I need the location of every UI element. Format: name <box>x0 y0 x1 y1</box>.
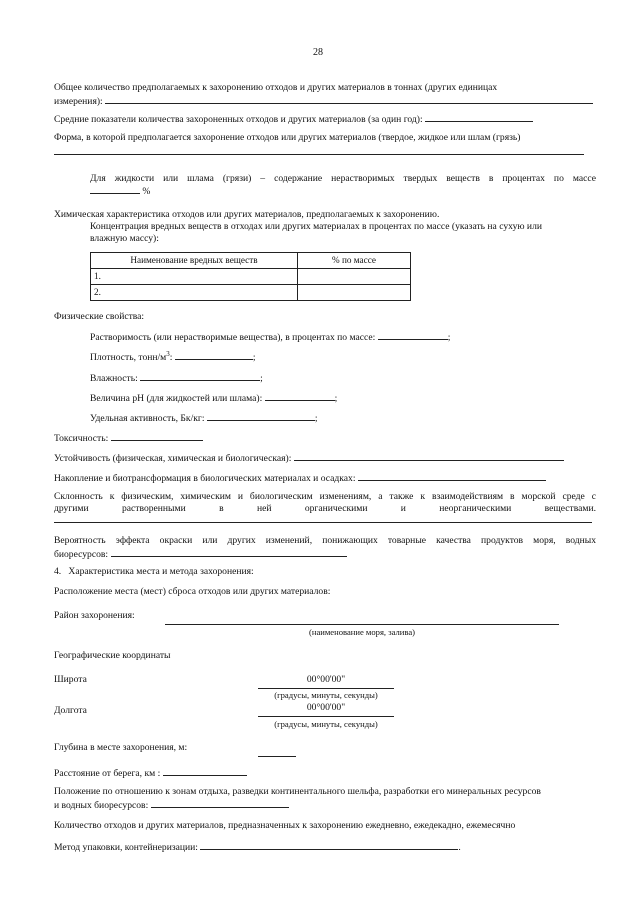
area-label: Район захоронения: <box>54 610 135 621</box>
harmful-substances-table <box>90 252 411 301</box>
activity-field[interactable] <box>207 411 315 421</box>
probability-row: биоресурсов: <box>54 547 347 561</box>
tendency-field[interactable] <box>54 522 592 523</box>
area-field[interactable] <box>165 624 559 625</box>
accumulation-field[interactable] <box>358 471 546 481</box>
position-label: Положение по отношению к зонам отдыха, разведки континентального шельфа, разработки его минеральных ресурсов <box>54 786 541 797</box>
geo-coordinates-label: Географические координаты <box>54 650 171 661</box>
table-row <box>91 285 411 301</box>
longitude-field[interactable] <box>258 716 394 717</box>
packing-row: Метод упаковки, контейнеризации: . <box>54 842 461 853</box>
liquids-sludge-row: % <box>90 184 150 198</box>
table-cell[interactable] <box>298 285 411 301</box>
distance-field[interactable] <box>163 766 247 776</box>
total-amount-field[interactable] <box>105 94 593 104</box>
depth-field[interactable] <box>258 756 296 757</box>
tendency-label: Склонность к физическим, химическим и биологическим изменениям, а также к взаимодействиям в морской среде с <box>54 491 596 502</box>
solubility-field[interactable] <box>378 330 448 340</box>
position-row: и водных биоресурсов: <box>54 798 289 812</box>
density-row: Плотность, тонн/$м^3$: ; <box>90 350 256 364</box>
total-amount-label-2: измерения): <box>54 94 593 108</box>
form-of-disposal-label: Форма, в которой предполагается захоронение отходов или других материалов (твердое, жидкое или шлам (грязь) <box>54 132 521 143</box>
ph-row: Величина рН (для жидкостей или шлама): ; <box>90 393 338 404</box>
toxicity-field[interactable] <box>111 431 203 441</box>
physical-title: Физические свойства: <box>54 311 145 322</box>
quantity-label: Количество отходов и других материалов, предназначенных к захоронению ежедневно, ежедекадно, ежемесячно <box>54 820 516 831</box>
concentration-label-2: влажную массу): <box>90 233 159 244</box>
page-number: 28 <box>313 47 323 58</box>
table-row <box>91 269 411 285</box>
latitude-field[interactable] <box>258 688 394 689</box>
column-header: % по массе <box>298 253 411 269</box>
probability-field[interactable] <box>111 547 347 557</box>
table-header-row <box>91 253 411 269</box>
longitude-value[interactable]: 00°00'00" <box>306 702 346 713</box>
table-cell[interactable]: 2. <box>91 285 298 301</box>
concentration-label: Концентрация вредных веществ в отходах или других материалах в процентах по массе (указать на сухую или <box>90 221 542 232</box>
probability-label: Вероятность эффекта окраски или других изменений, понижающих товарные качества продуктов моря, водных <box>54 535 596 546</box>
liquids-sludge-label: Для жидкости или шлама (грязи) – содержание нерастворимых твердых веществ в процентах по массе <box>90 173 596 184</box>
table-cell[interactable] <box>298 269 411 285</box>
form-of-disposal-field[interactable] <box>54 154 584 155</box>
activity-row: Удельная активность, Бк/кг: ; <box>90 413 318 424</box>
ph-field[interactable] <box>265 391 335 401</box>
average-amount-field[interactable] <box>425 112 533 122</box>
solubility-row: Растворимость (или нерастворимые вещества), в процентах по массе: ; <box>90 332 451 343</box>
depth-row: Глубина в месте захоронения, м: <box>54 742 188 753</box>
stability-field[interactable] <box>294 451 564 461</box>
latitude-value[interactable]: 00°00'00" <box>306 674 346 685</box>
humidity-field[interactable] <box>140 371 260 381</box>
section-4-title: 4. Характеристика места и метода захоронения: <box>54 566 254 577</box>
tendency-label-2: другими растворенными в ней органическими и неорганическими веществами. <box>54 503 596 514</box>
area-caption: (наименование моря, залива) <box>308 627 416 637</box>
latitude-label: Широта <box>54 674 87 685</box>
latitude-caption: (градусы, минуты, секунды) <box>274 690 378 700</box>
packing-field[interactable] <box>200 840 458 850</box>
accumulation-row: Накопление и биотрансформация в биологических материалах и осадках: <box>54 471 546 485</box>
table-cell[interactable]: 1. <box>91 269 298 285</box>
location-label: Расположение места (мест) сброса отходов или других материалов: <box>54 586 331 597</box>
position-field[interactable] <box>151 798 289 808</box>
column-header: Наименование вредных веществ <box>91 253 298 269</box>
longitude-caption: (градусы, минуты, секунды) <box>274 719 378 729</box>
humidity-row: Влажность: ; <box>90 373 263 384</box>
toxicity-row: Токсичность: <box>54 431 203 445</box>
distance-row: Расстояние от берега, км : <box>54 766 247 780</box>
average-amount-row: Средние показатели количества захороненных отходов и других материалов (за один год): <box>54 112 533 126</box>
stability-row: Устойчивость (физическая, химическая и биологическая): <box>54 451 564 465</box>
density-field[interactable] <box>175 350 253 360</box>
total-amount-label: Общее количество предполагаемых к захоронению отходов и других материалов в тоннах (других единицах <box>54 82 498 93</box>
chemical-title: Химическая характеристика отходов или других материалов, предполагаемых к захоронению. <box>54 209 440 220</box>
longitude-label: Долгота <box>54 705 87 716</box>
insoluble-solids-field[interactable] <box>90 184 140 194</box>
